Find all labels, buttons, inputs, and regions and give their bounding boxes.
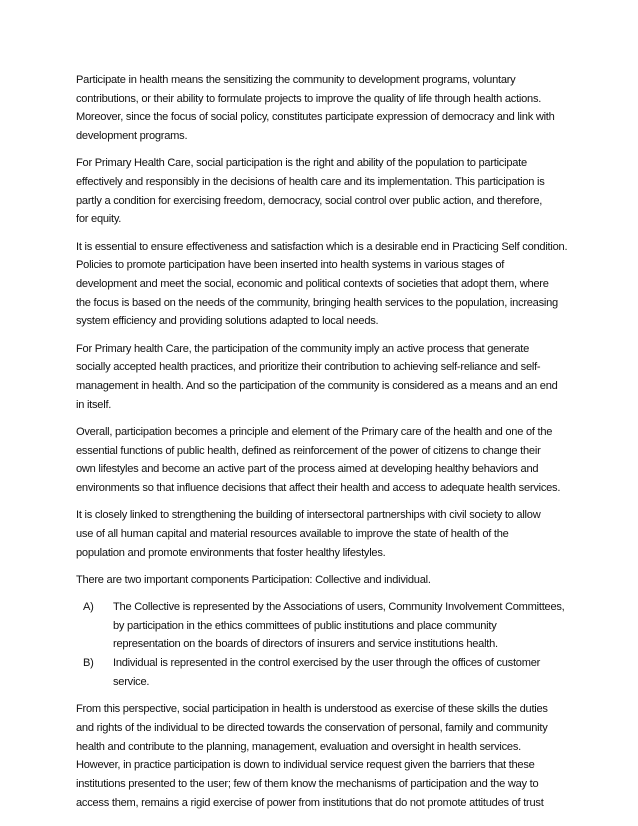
- text-line: However, in practice participation is down to individual service request given the barriers that these: [76, 759, 535, 772]
- text-line: environments so that influence decisions that affect their health and access to adequate health services.: [76, 482, 561, 495]
- text-line: From this perspective, social participation in health is understood as exercise of these skills the duties: [76, 703, 548, 716]
- paragraph: [76, 506, 578, 562]
- text-line: Individual is represented in the control exercised by the user through the offices of customer: [113, 657, 541, 670]
- text-line: socially accepted health practices, and prioritize their contribution to achieving self-reliance and self-: [76, 361, 541, 374]
- paragraph: [76, 238, 578, 332]
- text-line: development and meet the social, economic and political contexts of societies that adopt them, where: [76, 278, 549, 291]
- text-line: essential functions of public health, defined as reinforcement of the power of citizens to change their: [76, 444, 541, 457]
- list-marker: B): [83, 657, 94, 670]
- text-line: and rights of the individual to be directed towards the conservation of personal, family and community: [76, 721, 548, 734]
- text-line: Moreover, since the focus of social policy, constitutes participate expression of democracy and link with: [76, 111, 555, 124]
- text-line: Policies to promote participation have been inserted into health systems in various stages of: [76, 259, 505, 272]
- list-marker: A): [83, 601, 94, 614]
- text-line: It is essential to ensure effectiveness and satisfaction which is a desirable end in Practicing Self condition.: [76, 240, 568, 253]
- text-line: There are two important components Participation: Collective and individual.: [76, 573, 431, 586]
- text-line: management in health. And so the participation of the community is considered as a means and an end: [76, 380, 558, 393]
- text-line: population and promote environments that foster healthy lifestyles.: [76, 546, 386, 559]
- text-line: Participate in health means the sensitizing the community to development programs, voluntary: [76, 74, 516, 86]
- text-line: For Primary health Care, the participation of the community imply an active process that generate: [76, 342, 530, 355]
- text-line: institutions presented to the user; few of them know the mechanisms of participation and the way to: [76, 777, 539, 790]
- body-text-section: [76, 71, 578, 590]
- text-line: development programs.: [76, 130, 188, 143]
- text-line: representation on the boards of directors of insurers and service institutions health.: [113, 638, 498, 651]
- body-text-section-continued: [76, 700, 578, 812]
- text-line: partly a condition for exercising freedom, democracy, social control over public action, and therefore,: [76, 194, 543, 207]
- text-line: for equity.: [76, 213, 122, 226]
- paragraph: [76, 423, 578, 498]
- paragraph: [76, 340, 578, 415]
- text-line: own lifestyles and become an active part of the process aimed at developing healthy behaviors and: [76, 463, 539, 476]
- text-line: Overall, participation becomes a principle and element of the Primary care of the health and one of the: [76, 425, 553, 438]
- text-line: It is closely linked to strengthening the building of intersectoral partnerships with civil society to allow: [76, 509, 541, 522]
- paragraph: [76, 71, 578, 146]
- text-line: access them, remains a rigid exercise of power from institutions that do not promote attitudes of trust: [76, 796, 544, 809]
- text-line: contributions, or their ability to formulate projects to improve the quality of life through health actions.: [76, 92, 542, 105]
- text-line: system efficiency and providing solutions adapted to local needs.: [76, 315, 379, 328]
- paragraph: [76, 571, 578, 590]
- text-line: use of all human capital and material resources available to improve the state of health of the: [76, 527, 509, 540]
- components-list: [76, 598, 578, 692]
- text-line: The Collective is represented by the Associations of users, Community Involvement Committees,: [113, 601, 565, 614]
- text-line: effectively and responsibly in the decisions of health care and its implementation. This participation is: [76, 176, 545, 189]
- paragraph: [76, 700, 578, 812]
- text-line: health and contribute to the planning, management, evaluation and oversight in health services.: [76, 740, 521, 753]
- list-item: [76, 654, 578, 691]
- text-line: service.: [113, 675, 150, 688]
- paragraph: [76, 154, 578, 229]
- list-item: [76, 598, 578, 654]
- text-line: in itself.: [76, 398, 112, 411]
- text-line: the focus is based on the needs of the community, bringing health services to the population, increasing: [76, 296, 558, 309]
- text-line: by participation in the ethics committees of public institutions and place community: [113, 619, 497, 632]
- text-line: For Primary Health Care, social participation is the right and ability of the population to participate: [76, 157, 527, 170]
